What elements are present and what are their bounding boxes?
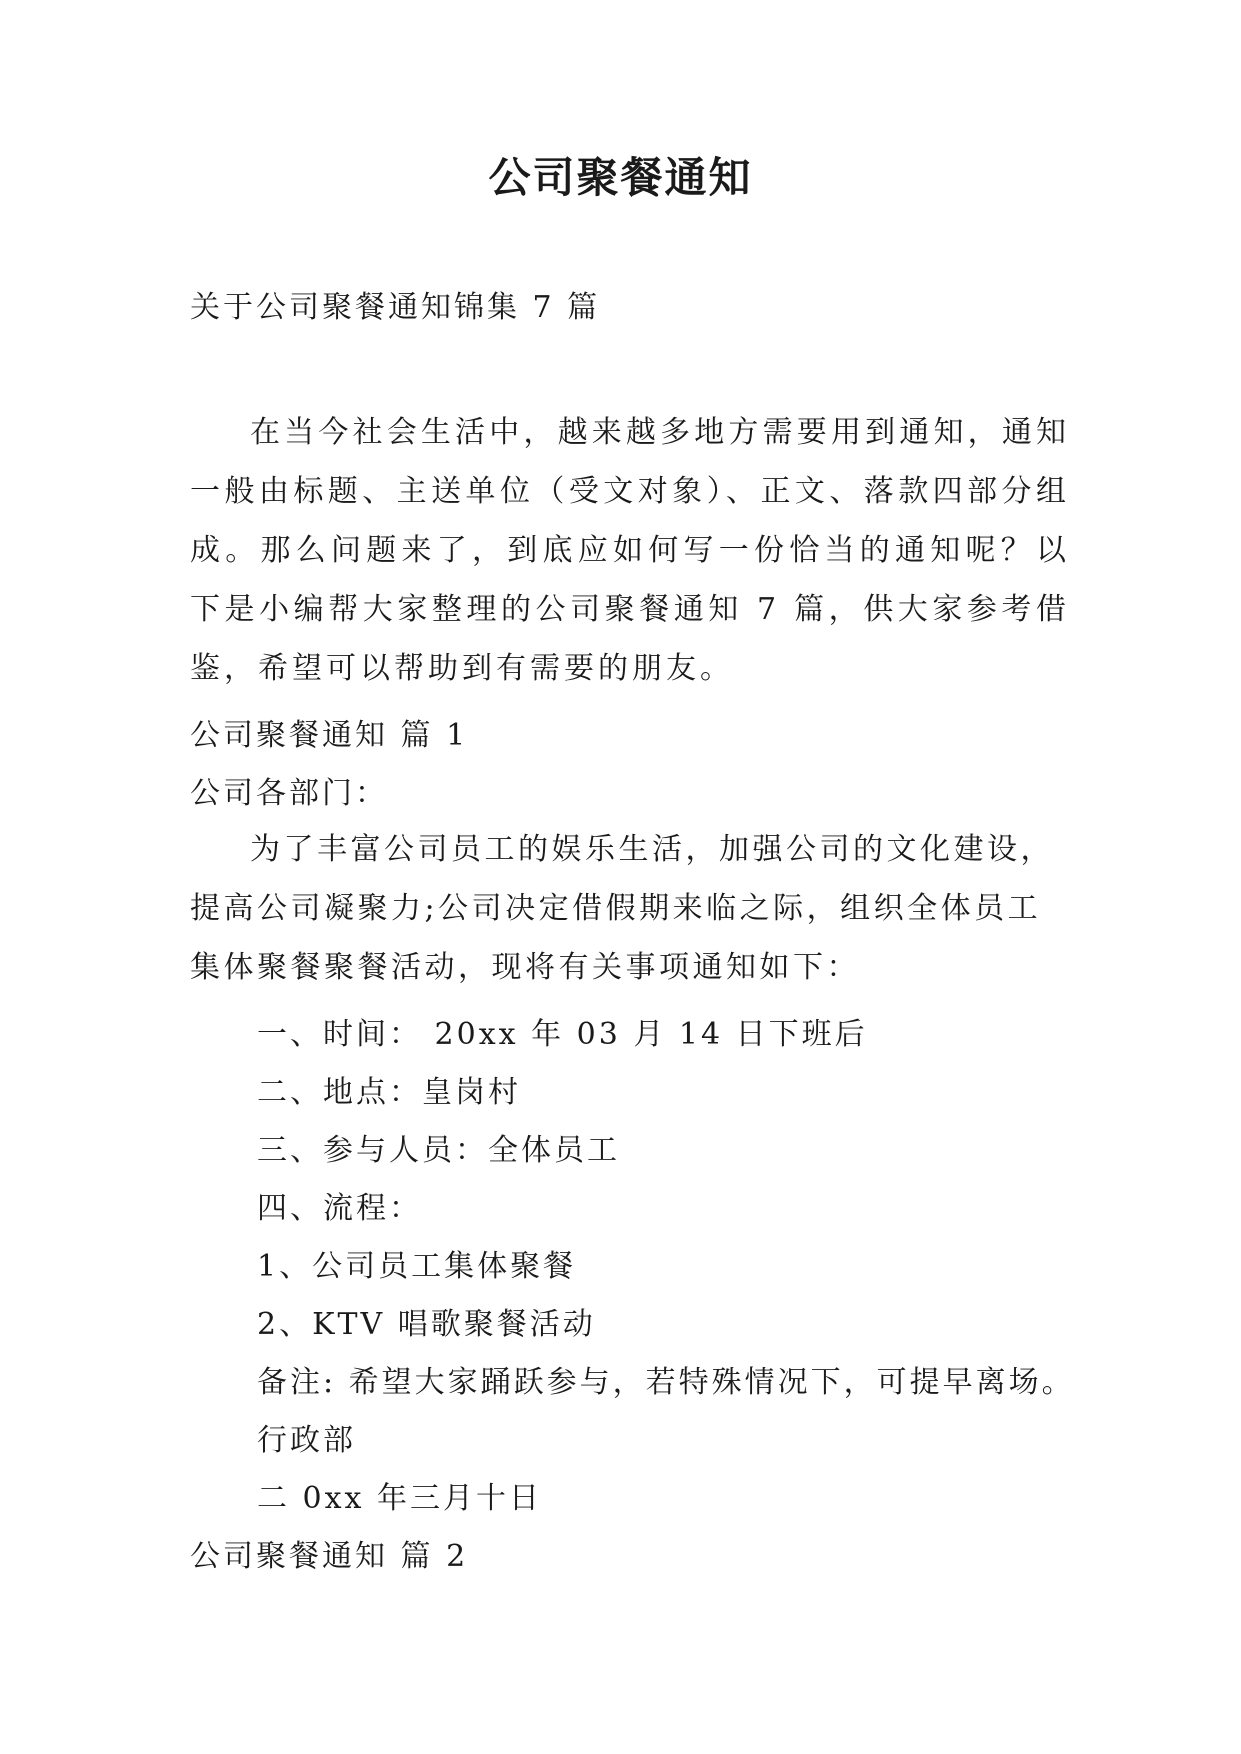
document-subtitle: 关于公司聚餐通知锦集 7 篇 [190,290,601,325]
recipient-line: 公司各部门： [190,776,388,811]
remark-line: 备注: 希望大家踊跃参与，若特殊情况下，可提早离场。 [257,1365,1075,1400]
date-line: 二 0xx 年三月十日 [257,1481,542,1516]
process-step-2: 2、KTV 唱歌聚餐活动 [257,1307,596,1342]
item-time: 一、时间： 20xx 年 03 月 14 日下班后 [257,1017,868,1052]
item-place: 二、地点：皇岗村 [257,1075,521,1110]
item-people: 三、参与人员：全体员工 [257,1133,620,1168]
item-process: 四、流程： [257,1191,422,1226]
process-step-1: 1、公司员工集体聚餐 [257,1249,577,1284]
section-heading-2: 公司聚餐通知 篇 2 [190,1539,469,1574]
intro-paragraph: 在当今社会生活中，越来越多地方需要用到通知，通知一般由标题、主送单位（受文对象）、正文、落款四部分组成。那么问题来了，到底应如何写一份恰当的通知呢？以下是小编帮大家整理的公司聚餐通知 7 篇，供大家参考借鉴，希望可以帮助到有需要的朋友。 [190,415,1070,686]
section-heading-1: 公司聚餐通知 篇 1 [190,718,469,753]
body-paragraph: 为了丰富公司员工的娱乐生活，加强公司的文化建设，提高公司凝聚力;公司决定借假期来临之际，组织全体员工集体聚餐聚餐活动，现将有关事项通知如下： [190,832,1054,985]
document-title: 公司聚餐通知 [488,153,753,202]
signature-line: 行政部 [257,1423,356,1458]
document-body [190,288,1075,1577]
